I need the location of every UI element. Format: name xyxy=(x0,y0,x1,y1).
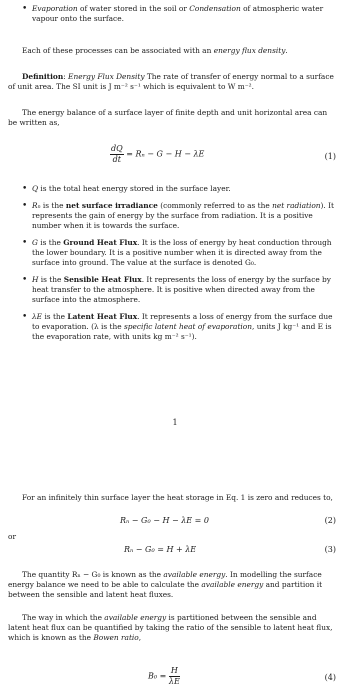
page-number: 1 xyxy=(172,418,178,427)
bowen-text-2: is partitioned between the sensible and latent heat flux can be quantified by taking the ratio of the sensible to latent heat flux, which is known as the xyxy=(8,613,333,642)
definition-text: The rate of transfer of energy normal to a surface of unit area. The SI unit is J m⁻² s⁻¹ which is equivalent to W m⁻². xyxy=(8,72,334,91)
term-item-h xyxy=(22,275,334,305)
definition-paragraph xyxy=(8,72,336,92)
term-g-text2: . It is the loss of energy by heat conduction through the lower boundary. It is a positive number when it is directed away from the surface into ground. The value at the surface is denoted G₀. xyxy=(32,238,332,267)
eq4-number: (4) xyxy=(324,673,336,682)
intro-bullet xyxy=(22,4,334,24)
available-term-1: available energy xyxy=(163,570,226,579)
equation-1 xyxy=(110,144,204,165)
thin-layer-paragraph: For an infinitely thin surface layer the heat storage in Eq. 1 is zero and reduces to, xyxy=(22,493,333,502)
flux-text: Each of these processes can be associated with an xyxy=(22,46,214,55)
intro-bullet-list xyxy=(22,4,334,24)
definition-label: Definition xyxy=(22,72,64,81)
or-word: or xyxy=(8,532,16,541)
eq2-number: (2) xyxy=(324,516,336,525)
term-g-symbol: G xyxy=(32,238,38,247)
term-h-symbol: H xyxy=(32,275,39,284)
eq1-number: (1) xyxy=(324,152,336,161)
eq4-numerator: H xyxy=(170,666,178,675)
term-rn-italic: net radiation xyxy=(272,201,321,210)
available-text-3: and partition it between the sensible and latent heat fluxes. xyxy=(8,580,323,599)
term-h-bold: Sensible Heat Flux xyxy=(63,275,142,284)
available-energy-paragraph xyxy=(8,570,336,600)
available-text-1: The quantity Rₙ − G₀ is known as the xyxy=(22,570,164,579)
term-le-symbol: λE xyxy=(32,312,43,321)
term-rn-symbol: Rₙ xyxy=(32,201,41,210)
intro-text-1: of water stored in the soil or xyxy=(77,4,190,13)
term-q-text: is the total heat energy stored in the surface layer. xyxy=(38,184,231,193)
intro-text-2: of atmospheric water vapour onto the surface. xyxy=(32,4,324,23)
term-item-g xyxy=(22,238,334,268)
term-g-text: is the xyxy=(37,238,64,247)
available-text-2: . In modelling the surface energy balance we need to be able to calculate the xyxy=(8,570,322,589)
term-le-text2: . It represents a loss of energy from the surface due to evaporation. (λ is the xyxy=(32,312,333,331)
term-q-symbol: Q xyxy=(32,184,39,193)
evaporation-term: Evaporation xyxy=(32,4,78,13)
term-rn-bold: net surface irradiance xyxy=(65,201,158,210)
bowen-term-2: Bowen ratio xyxy=(93,633,139,642)
eq1-fraction xyxy=(110,144,124,165)
definition-term: Energy Flux Density xyxy=(68,72,145,81)
equation-4 xyxy=(148,666,180,687)
term-le-text3: , units J kg⁻¹ and E is the evaporation rate, with units kg m⁻² s⁻¹). xyxy=(32,322,332,341)
available-term-2: available energy xyxy=(201,580,264,589)
flux-sentence xyxy=(22,46,334,56)
eq1-numerator: dQ xyxy=(111,144,123,153)
term-h-text2: . It represents the loss of energy by the surface by heat transfer to the atmosphere. It is positive when directed away from the surface into the atmosphere. xyxy=(32,275,331,304)
term-g-bold: Ground Heat Flux xyxy=(63,238,138,247)
eq3-number: (3) xyxy=(324,545,336,554)
balance-intro: The energy balance of a surface layer of finite depth and unit horizontal area can be written as, xyxy=(8,108,328,127)
term-rn-text3: ). It represents the gain of energy by the surface from radiation. It is a positive number when it is towards the surface. xyxy=(32,201,335,230)
term-item-rn xyxy=(22,201,334,231)
bowen-term-1: available energy xyxy=(104,613,167,622)
condensation-term: Condensation xyxy=(189,4,241,13)
bowen-text-1: The way in which the xyxy=(22,613,105,622)
bowen-paragraph xyxy=(8,613,336,643)
flux-period: . xyxy=(285,46,288,55)
eq1-rhs: = Rₙ − G − H − λE xyxy=(126,149,205,159)
term-rn-text: is the xyxy=(40,201,66,210)
flux-term: energy flux density xyxy=(213,46,286,55)
term-item-le xyxy=(22,312,334,342)
equation-3: Rₙ − G₀ = H + λE xyxy=(124,545,197,554)
term-le-italic: specific latent heat of evaporation xyxy=(123,322,252,331)
term-item-q xyxy=(22,184,334,194)
term-le-bold: Latent Heat Flux xyxy=(67,312,138,321)
term-h-text: is the xyxy=(38,275,64,284)
definition-colon: : xyxy=(63,72,69,81)
eq4-fraction xyxy=(169,666,180,687)
eq1-denominator: dt xyxy=(112,155,122,164)
term-le-text: is the xyxy=(42,312,68,321)
eq4-lhs: B₀ = xyxy=(148,671,167,681)
eq4-denominator: λE xyxy=(168,677,180,686)
equation-2: Rₙ − G₀ − H − λE = 0 xyxy=(120,516,209,525)
term-rn-text2: (commonly referred to as the xyxy=(157,201,273,210)
terms-list xyxy=(22,184,334,342)
bowen-text-3: , xyxy=(138,633,142,642)
